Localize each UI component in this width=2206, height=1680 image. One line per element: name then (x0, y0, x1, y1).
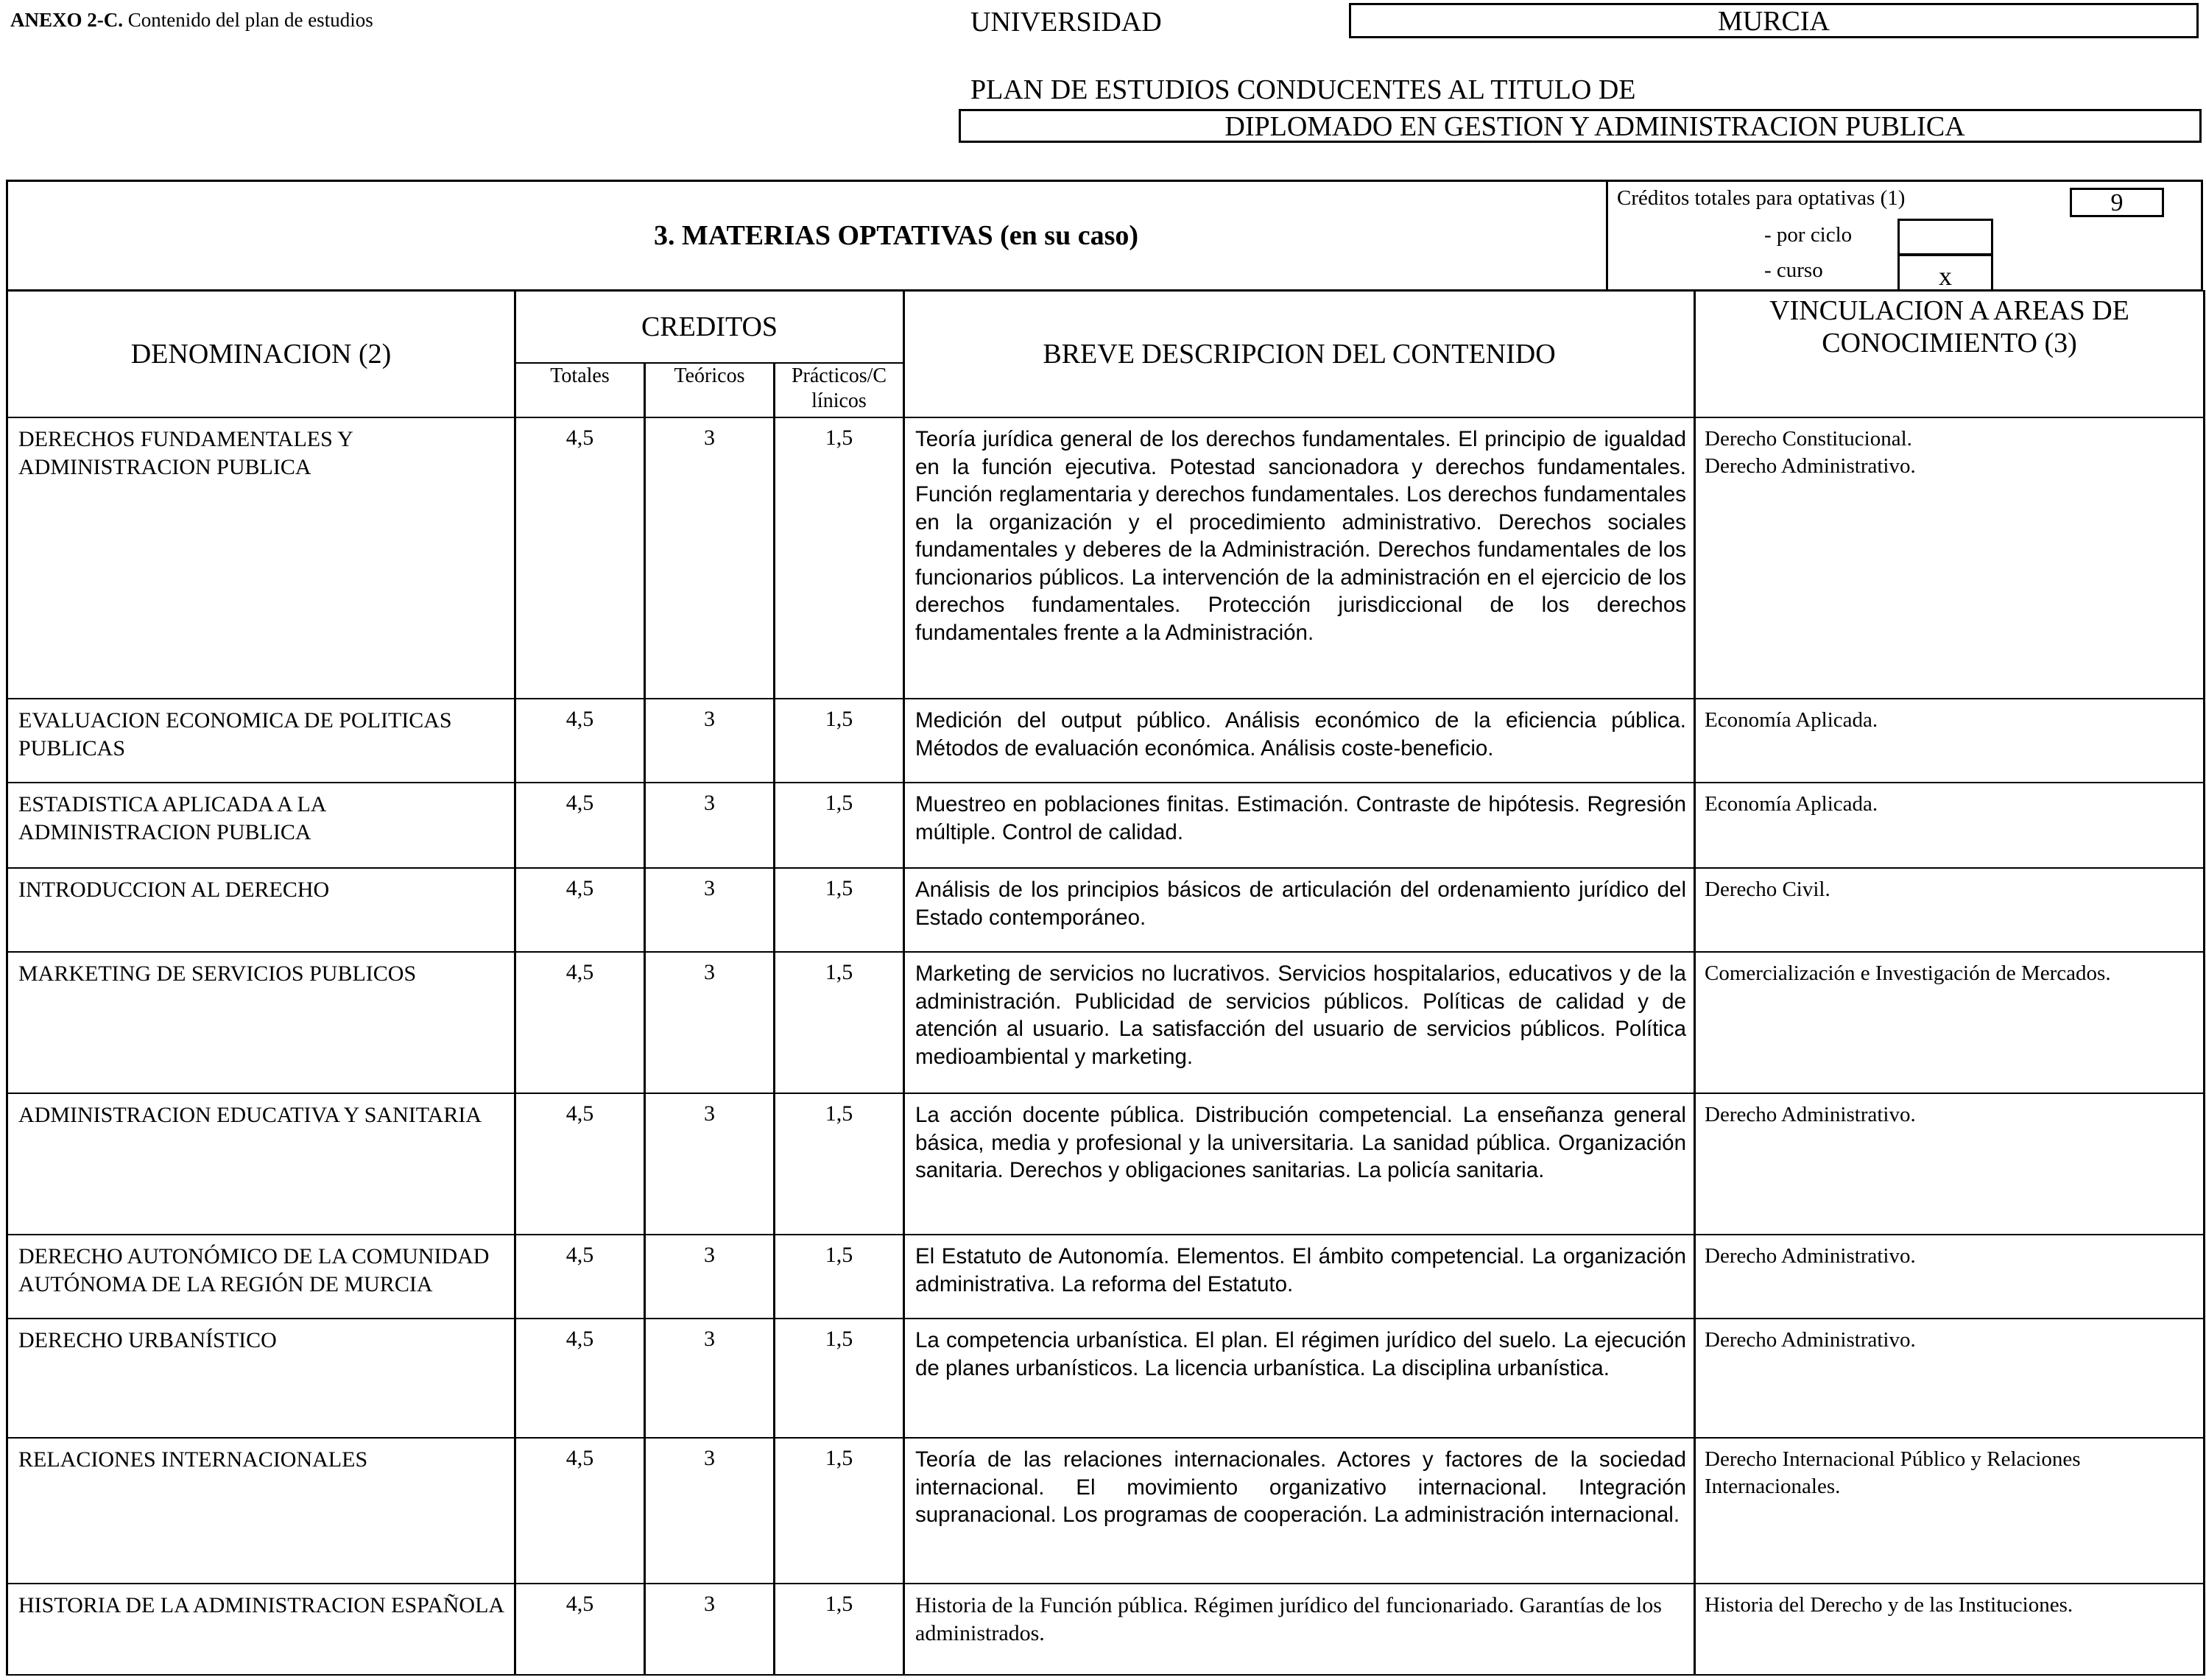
per-course-value: x (1897, 254, 1993, 291)
table-row (7, 1438, 2205, 1584)
cell-totales: 4,5 (515, 1319, 645, 1438)
header-creditos: CREDITOS (515, 291, 904, 363)
cell-practicos: 1,5 (775, 417, 904, 699)
annex-number: ANEXO 2-C. (10, 9, 123, 31)
cell-teoricos: 3 (645, 868, 775, 952)
annex-heading (10, 9, 373, 32)
section-title: 3. MATERIAS OPTATIVAS (en su caso) (653, 220, 1139, 251)
per-course-label: - curso (1764, 258, 1823, 282)
cell-practicos: 1,5 (775, 952, 904, 1093)
per-cycle-label: - por ciclo (1764, 223, 1853, 247)
table-row (7, 1235, 2205, 1319)
degree-title: DIPLOMADO EN GESTION Y ADMINISTRACION PUBLICA (959, 109, 2202, 143)
cell-totales: 4,5 (515, 952, 645, 1093)
cell-denominacion: ADMINISTRACION EDUCATIVA Y SANITARIA (7, 1093, 515, 1235)
table-row (7, 1319, 2205, 1438)
header-denominacion: DENOMINACION (2) (7, 291, 515, 417)
cell-descripcion: Historia de la Función pública. Régimen jurídico del funcionariado. Garantías de los administrados. (904, 1584, 1695, 1675)
cell-totales: 4,5 (515, 783, 645, 868)
university-value: MURCIA (1349, 3, 2199, 38)
cell-denominacion: DERECHOS FUNDAMENTALES Y ADMINISTRACION PUBLICA (7, 417, 515, 699)
cell-vinculacion: Economía Aplicada. (1695, 783, 2205, 868)
cell-denominacion: DERECHO URBANÍSTICO (7, 1319, 515, 1438)
cell-vinculacion: Derecho Civil. (1695, 868, 2205, 952)
cell-denominacion: HISTORIA DE LA ADMINISTRACION ESPAÑOLA (7, 1584, 515, 1675)
section-divider (1606, 182, 1608, 289)
cell-vinculacion: Derecho Administrativo. (1695, 1093, 2205, 1235)
header-descripcion: BREVE DESCRIPCION DEL CONTENIDO (904, 291, 1695, 417)
cell-practicos: 1,5 (775, 1584, 904, 1675)
cell-descripcion: La competencia urbanística. El plan. El régimen jurídico del suelo. La ejecución de planes urbanísticos. La licencia urbanística. La disciplina urbanística. (904, 1319, 1695, 1438)
cell-teoricos: 3 (645, 1319, 775, 1438)
cell-descripcion: La acción docente pública. Distribución competencial. La enseñanza general básica, media y profesional y la universitaria. La sanidad pública. Organización sanitaria. Derechos y obligaciones sanitarias. La policía sanitaria. (904, 1093, 1695, 1235)
cell-teoricos: 3 (645, 783, 775, 868)
cell-totales: 4,5 (515, 868, 645, 952)
cell-totales: 4,5 (515, 699, 645, 783)
optional-credits-label: Créditos totales para optativas (1) (1617, 186, 1906, 210)
cell-practicos: 1,5 (775, 1235, 904, 1319)
cell-vinculacion: Economía Aplicada. (1695, 699, 2205, 783)
cell-teoricos: 3 (645, 699, 775, 783)
cell-descripcion: Análisis de los principios básicos de articulación del ordenamiento jurídico del Estado contemporáneo. (904, 868, 1695, 952)
cell-denominacion: DERECHO AUTONÓMICO DE LA COMUNIDAD AUTÓNOMA DE LA REGIÓN DE MURCIA (7, 1235, 515, 1319)
cell-denominacion: RELACIONES INTERNACIONALES (7, 1438, 515, 1584)
cell-vinculacion: Comercialización e Investigación de Mercados. (1695, 952, 2205, 1093)
cell-descripcion: El Estatuto de Autonomía. Elementos. El ámbito competencial. La organización administrativa. La reforma del Estatuto. (904, 1235, 1695, 1319)
cell-totales: 4,5 (515, 417, 645, 699)
cell-denominacion: INTRODUCCION AL DERECHO (7, 868, 515, 952)
table-row (7, 868, 2205, 952)
section-header (6, 180, 2203, 292)
cell-practicos: 1,5 (775, 1319, 904, 1438)
cell-teoricos: 3 (645, 952, 775, 1093)
cell-practicos: 1,5 (775, 783, 904, 868)
optional-credits-value: 9 (2070, 188, 2164, 217)
cell-teoricos: 3 (645, 1438, 775, 1584)
table-row (7, 1093, 2205, 1235)
cell-totales: 4,5 (515, 1584, 645, 1675)
table-row (7, 699, 2205, 783)
cell-vinculacion: Derecho Administrativo. (1695, 1235, 2205, 1319)
per-cycle-value (1897, 219, 1993, 255)
table-row (7, 1584, 2205, 1675)
cell-teoricos: 3 (645, 417, 775, 699)
annex-title: Contenido del plan de estudios (127, 9, 373, 31)
subjects-table (6, 290, 2205, 1676)
cell-vinculacion: Derecho Constitucional. Derecho Administrativo. (1695, 417, 2205, 699)
cell-practicos: 1,5 (775, 1438, 904, 1584)
cell-practicos: 1,5 (775, 699, 904, 783)
cell-denominacion: ESTADISTICA APLICADA A LA ADMINISTRACION PUBLICA (7, 783, 515, 868)
header-vinculacion: VINCULACION A AREAS DE CONOCIMIENTO (3) (1695, 291, 2205, 417)
cell-vinculacion: Historia del Derecho y de las Instituciones. (1695, 1584, 2205, 1675)
cell-teoricos: 3 (645, 1584, 775, 1675)
university-label: UNIVERSIDAD (970, 7, 1162, 38)
plan-label: PLAN DE ESTUDIOS CONDUCENTES AL TITULO DE (970, 74, 1636, 105)
cell-descripcion: Muestreo en poblaciones finitas. Estimación. Contraste de hipótesis. Regresión múltiple. Control de calidad. (904, 783, 1695, 868)
cell-teoricos: 3 (645, 1093, 775, 1235)
header-practicos: Prácticos/C línicos (775, 363, 904, 417)
cell-vinculacion: Derecho Internacional Público y Relaciones Internacionales. (1695, 1438, 2205, 1584)
cell-totales: 4,5 (515, 1093, 645, 1235)
header-teoricos: Teóricos (645, 363, 775, 417)
cell-practicos: 1,5 (775, 1093, 904, 1235)
cell-descripcion: Marketing de servicios no lucrativos. Servicios hospitalarios, educativos y de la administración. Publicidad de servicios públicos. Políticas de calidad y de atención al usuario. La satisfacción del usuario de servicios públicos. Política medioambiental y marketing. (904, 952, 1695, 1093)
cell-descripcion: Teoría jurídica general de los derechos fundamentales. El principio de igualdad en la función ejecutiva. Potestad sancionadora y derechos fundamentales. Función reglamentaria y derechos fundamentales. Los derechos fundamentales en la organización y el procedimiento administrativo. Derechos sociales fundamentales y deberes de la Administración. Derechos fundamentales de los funcionarios públicos. La intervención de la administración en el ejercicio de los derechos fundamentales. Protección jurisdiccional de los derechos fundamentales frente a la Administración. (904, 417, 1695, 699)
cell-totales: 4,5 (515, 1438, 645, 1584)
header-totales: Totales (515, 363, 645, 417)
cell-denominacion: MARKETING DE SERVICIOS PUBLICOS (7, 952, 515, 1093)
cell-totales: 4,5 (515, 1235, 645, 1319)
cell-denominacion: EVALUACION ECONOMICA DE POLITICAS PUBLICAS (7, 699, 515, 783)
table-row (7, 417, 2205, 699)
cell-descripcion: Teoría de las relaciones internacionales. Actores y factores de la sociedad internacional. El movimiento organizativo internacional. Integración supranacional. Los programas de cooperación. La administración internacional. (904, 1438, 1695, 1584)
cell-descripcion: Medición del output público. Análisis económico de la eficiencia pública. Métodos de evaluación económica. Análisis coste-beneficio. (904, 699, 1695, 783)
cell-teoricos: 3 (645, 1235, 775, 1319)
cell-vinculacion: Derecho Administrativo. (1695, 1319, 2205, 1438)
cell-practicos: 1,5 (775, 868, 904, 952)
table-row (7, 952, 2205, 1093)
table-row (7, 783, 2205, 868)
